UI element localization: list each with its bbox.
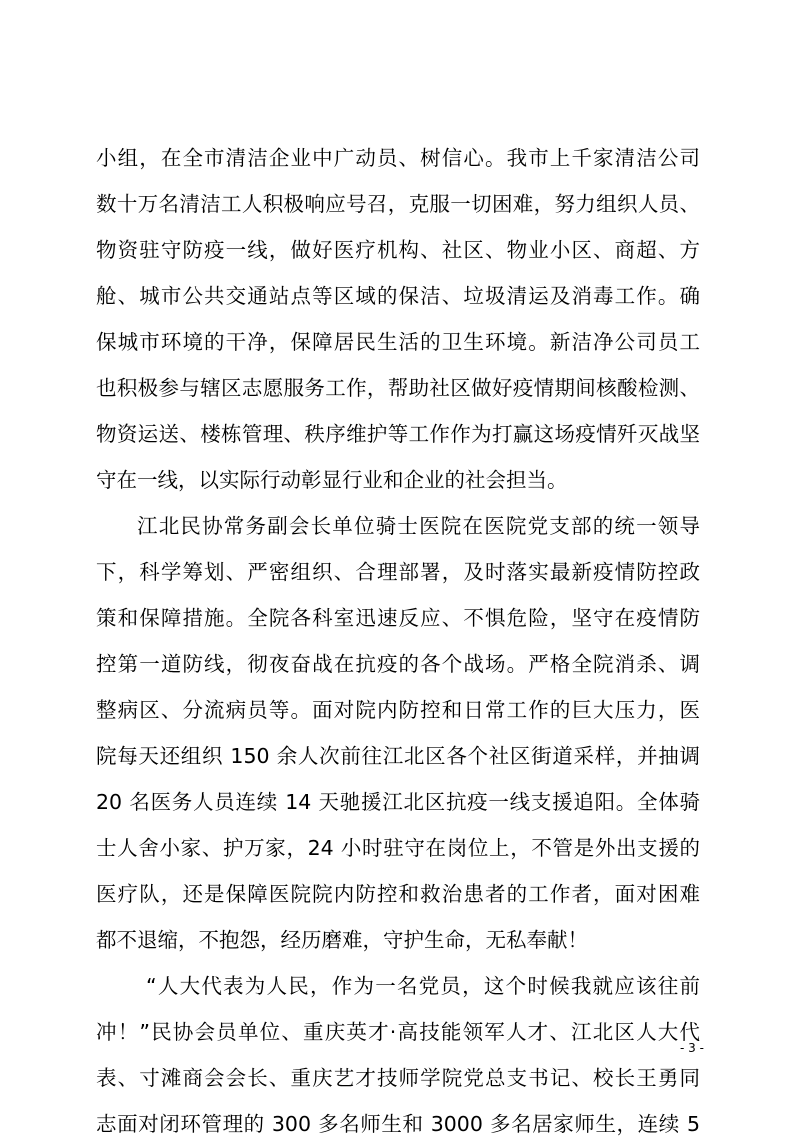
body-text	[96, 135, 700, 1147]
paragraph-2-line-8: 士人舍小家、护万家，24 小时驻守在岗位上，不管是外出支援的	[96, 836, 700, 860]
paragraph-1-line-3: 物资驻守防疫一线，做好医疗机构、社区、物业小区、商超、方	[96, 238, 700, 262]
paragraph-3-line-4: 志面对闭环管理的 300 多名师生和 3000 多名居家师生，连续 5	[96, 1112, 700, 1136]
paragraph-1-line-5: 保城市环境的干净，保障居民生活的卫生环境。新洁净公司员工	[96, 330, 700, 354]
paragraph-3-line-1: “人大代表为人民，作为一名党员，这个时候我就应该往前	[146, 974, 700, 998]
paragraph-2-line-1: 江北民协常务副会长单位骑士医院在医院党支部的统一领导	[137, 514, 700, 538]
paragraph-2-line-3: 策和保障措施。全院各科室迅速反应、不惧危险，坚守在疫情防	[96, 606, 700, 630]
paragraph-2-line-9: 医疗队，还是保障医院院内防控和救治患者的工作者，面对困难	[96, 882, 700, 906]
paragraph-2-line-7: 20 名医务人员连续 14 天驰援江北区抗疫一线支援追阳。全体骑	[96, 790, 700, 814]
paragraph-1-line-2: 数十万名清洁工人积极响应号召，克服一切困难，努力组织人员、	[96, 192, 700, 216]
paragraph-1-line-7: 物资运送、楼栋管理、秩序维护等工作作为打赢这场疫情歼灭战坚	[96, 422, 700, 446]
paragraph-3-line-3: 表、寸滩商会会长、重庆艺才技师学院党总支书记、校长王勇同	[96, 1066, 700, 1090]
paragraph-2-line-4: 控第一道防线，彻夜奋战在抗疫的各个战场。严格全院消杀、调	[96, 652, 700, 676]
paragraph-2-line-5: 整病区、分流病员等。面对院内防控和日常工作的巨大压力，医	[96, 698, 700, 722]
paragraph-1-line-8: 守在一线，以实际行动彰显行业和企业的社会担当。	[96, 468, 568, 492]
paragraph-2-line-6: 院每天还组织 150 余人次前往江北区各个社区街道采样，并抽调	[96, 744, 700, 768]
paragraph-2-line-2: 下，科学筹划、严密组织、合理部署，及时落实最新疫情防控政	[96, 560, 700, 584]
paragraph-1-line-1: 小组，在全市清洁企业中广动员、树信心。我市上千家清洁公司	[96, 146, 700, 170]
paragraph-3-line-2: 冲！”民协会员单位、重庆英才·高技能领军人才、江北区人大代	[96, 1020, 700, 1044]
paragraph-1-line-4: 舱、城市公共交通站点等区域的保洁、垃圾清运及消毒工作。确	[96, 284, 700, 308]
page-number: - 3 -	[680, 1041, 704, 1055]
paragraph-2-line-10: 都不退缩，不抱怨，经历磨难，守护生命，无私奉献！	[96, 928, 588, 952]
paragraph-1-line-6: 也积极参与辖区志愿服务工作，帮助社区做好疫情期间核酸检测、	[96, 376, 700, 400]
